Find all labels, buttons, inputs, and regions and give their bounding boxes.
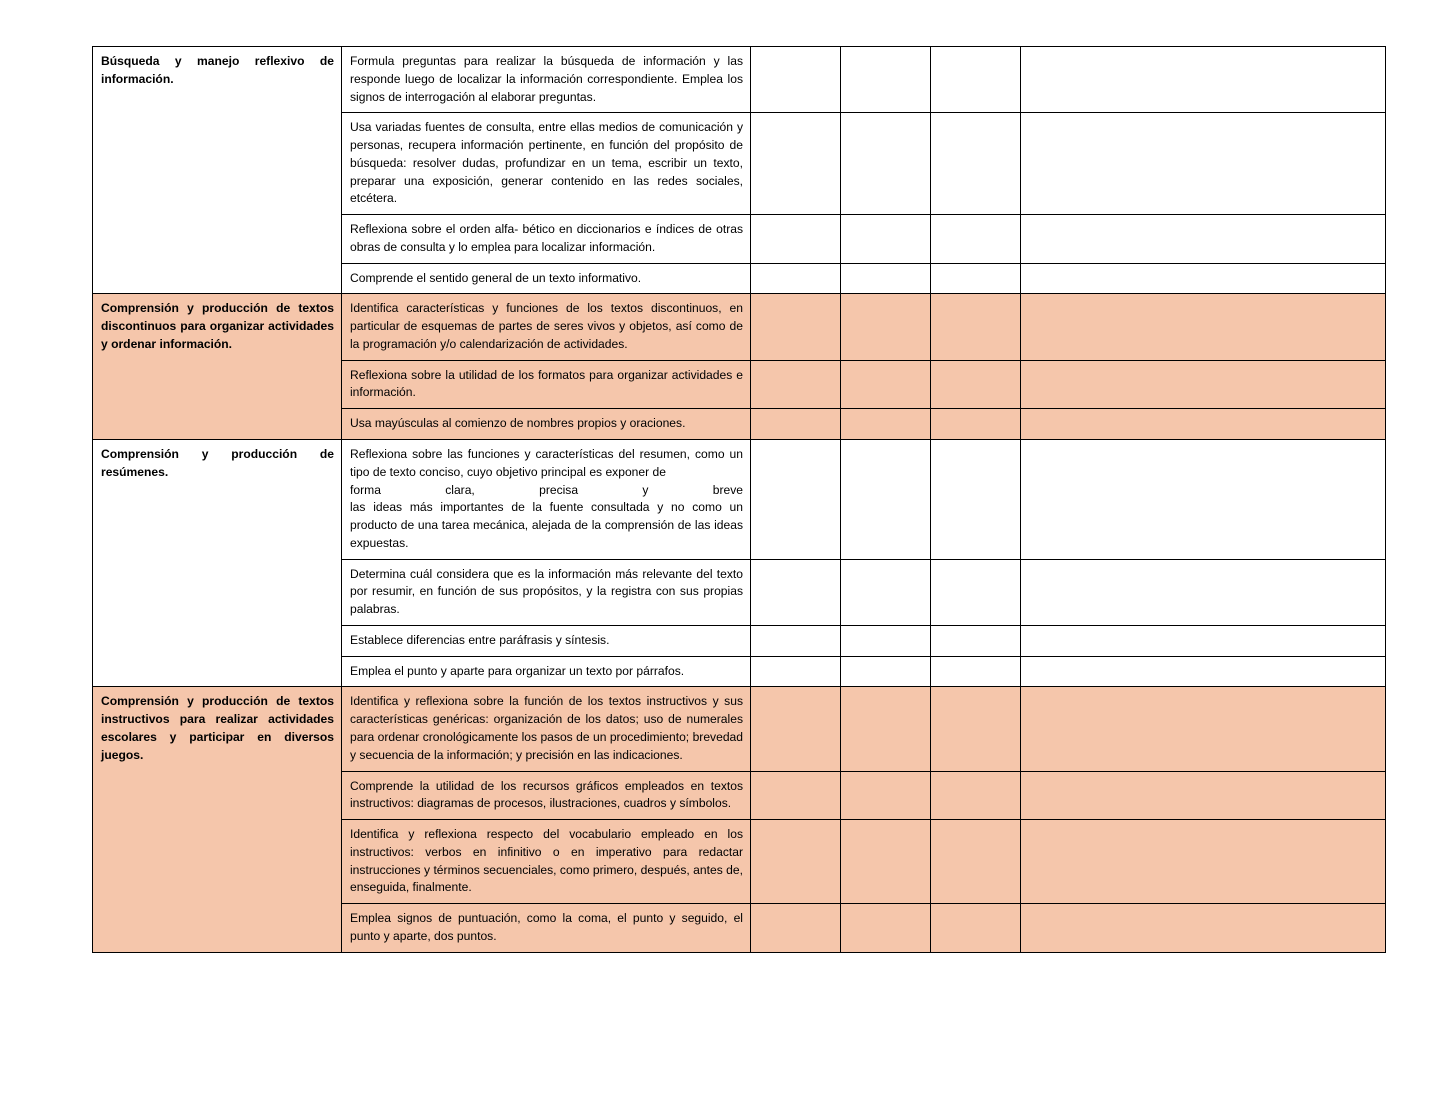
mark-cell-1[interactable] bbox=[751, 294, 841, 360]
mark-cell-3[interactable] bbox=[931, 771, 1021, 820]
mark-cell-1[interactable] bbox=[751, 687, 841, 771]
observaciones-cell[interactable] bbox=[1021, 113, 1386, 215]
ambito-cell bbox=[93, 294, 342, 440]
observaciones-cell[interactable] bbox=[1021, 904, 1386, 953]
mark-cell-2[interactable] bbox=[841, 215, 931, 264]
ambito-label: Comprensión y producción de textos discontinuos para organizar actividades y ordenar información. bbox=[101, 301, 334, 351]
mark-cell-1[interactable] bbox=[751, 113, 841, 215]
ambito-cell bbox=[93, 687, 342, 952]
aprendizaje-cell bbox=[342, 904, 751, 953]
mark-cell-3[interactable] bbox=[931, 687, 1021, 771]
table-row bbox=[93, 687, 1386, 771]
mark-cell-1[interactable] bbox=[751, 47, 841, 113]
observaciones-cell[interactable] bbox=[1021, 47, 1386, 113]
mark-cell-1[interactable] bbox=[751, 771, 841, 820]
mark-cell-3[interactable] bbox=[931, 47, 1021, 113]
observaciones-cell[interactable] bbox=[1021, 263, 1386, 294]
mark-cell-2[interactable] bbox=[841, 559, 931, 625]
aprendizaje-text: Emplea el punto y aparte para organizar un texto por párrafos. bbox=[350, 663, 685, 678]
aprendizaje-cell bbox=[342, 47, 751, 113]
observaciones-cell[interactable] bbox=[1021, 215, 1386, 264]
mark-cell-3[interactable] bbox=[931, 294, 1021, 360]
mark-cell-1[interactable] bbox=[751, 440, 841, 560]
aprendizaje-cell bbox=[342, 409, 751, 440]
table-row bbox=[93, 47, 1386, 113]
observaciones-cell[interactable] bbox=[1021, 625, 1386, 656]
mark-cell-2[interactable] bbox=[841, 263, 931, 294]
aprendizaje-text: Usa variadas fuentes de consulta, entre ellas medios de comunicación y personas, recupera información pertinente, en función del propósito de búsqueda: resolver dudas, profundizar en un tema, escribir un texto, preparar una exposición, generar contenido en las redes sociales, etcétera. bbox=[350, 120, 743, 206]
mark-cell-2[interactable] bbox=[841, 820, 931, 904]
aprendizaje-text: Formula preguntas para realizar la búsqueda de información y las responde luego de localizar la información correspondiente. Emplea los signos de interrogación al elaborar preguntas. bbox=[350, 54, 743, 104]
ambito-label: Búsqueda y manejo reflexivo de información. bbox=[101, 54, 334, 86]
aprendizaje-cell bbox=[342, 625, 751, 656]
mark-cell-3[interactable] bbox=[931, 409, 1021, 440]
mark-cell-2[interactable] bbox=[841, 687, 931, 771]
aprendizaje-text: Identifica y reflexiona sobre la función de los textos instructivos y sus características genéricas: organización de los datos; uso de numerales para ordenar cronológicamente los pasos de un procedimiento; brevedad y secuencia de la información; y precisión en las indicaciones. bbox=[350, 694, 743, 762]
observaciones-cell[interactable] bbox=[1021, 440, 1386, 560]
mark-cell-3[interactable] bbox=[931, 215, 1021, 264]
mark-cell-1[interactable] bbox=[751, 820, 841, 904]
aprendizaje-cell bbox=[342, 215, 751, 264]
observaciones-cell[interactable] bbox=[1021, 294, 1386, 360]
mark-cell-3[interactable] bbox=[931, 904, 1021, 953]
aprendizaje-text: Emplea signos de puntuación, como la coma, el punto y seguido, el punto y aparte, dos puntos. bbox=[350, 911, 743, 943]
aprendizaje-text: Comprende la utilidad de los recursos gráficos empleados en textos instructivos: diagramas de procesos, ilustraciones, cuadros y símbolos. bbox=[350, 778, 743, 811]
observaciones-cell[interactable] bbox=[1021, 656, 1386, 687]
mark-cell-2[interactable] bbox=[841, 294, 931, 360]
mark-cell-2[interactable] bbox=[841, 904, 931, 953]
observaciones-cell[interactable] bbox=[1021, 409, 1386, 440]
mark-cell-2[interactable] bbox=[841, 47, 931, 113]
aprendizaje-cell bbox=[342, 687, 751, 771]
aprendizaje-cell bbox=[342, 294, 751, 360]
observaciones-cell[interactable] bbox=[1021, 687, 1386, 771]
rubric-table-body bbox=[93, 47, 1386, 953]
aprendizaje-text: Establece diferencias entre paráfrasis y síntesis. bbox=[350, 632, 610, 647]
mark-cell-3[interactable] bbox=[931, 820, 1021, 904]
aprendizaje-text: Identifica y reflexiona respecto del vocabulario empleado en los instructivos: verbos en infinitivo o en imperativo para redactar instrucciones y términos secuenciales, como primero, después, antes de, enseguida, finalmente. bbox=[350, 827, 743, 895]
mark-cell-1[interactable] bbox=[751, 559, 841, 625]
mark-cell-3[interactable] bbox=[931, 559, 1021, 625]
mark-cell-1[interactable] bbox=[751, 656, 841, 687]
aprendizaje-text-spread-line: forma clara, precisa y breve bbox=[350, 482, 743, 497]
aprendizaje-text: Determina cuál considera que es la información más relevante del texto por resumir, en función de sus propósitos, y la registra con sus propias palabras. bbox=[350, 566, 743, 617]
mark-cell-1[interactable] bbox=[751, 625, 841, 656]
ambito-label: Comprensión y producción de textos instructivos para realizar actividades escolares y participar en diversos juegos. bbox=[101, 694, 334, 762]
observaciones-cell[interactable] bbox=[1021, 559, 1386, 625]
observaciones-cell[interactable] bbox=[1021, 360, 1386, 409]
mark-cell-2[interactable] bbox=[841, 440, 931, 560]
mark-cell-2[interactable] bbox=[841, 113, 931, 215]
aprendizaje-cell bbox=[342, 440, 751, 560]
mark-cell-3[interactable] bbox=[931, 625, 1021, 656]
mark-cell-1[interactable] bbox=[751, 360, 841, 409]
observaciones-cell[interactable] bbox=[1021, 820, 1386, 904]
aprendizaje-cell bbox=[342, 771, 751, 820]
mark-cell-2[interactable] bbox=[841, 409, 931, 440]
aprendizaje-text: Usa mayúsculas al comienzo de nombres propios y oraciones. bbox=[350, 416, 686, 431]
aprendizaje-cell bbox=[342, 559, 751, 625]
ambito-cell bbox=[93, 440, 342, 687]
mark-cell-1[interactable] bbox=[751, 215, 841, 264]
aprendizaje-text: Comprende el sentido general de un texto informativo. bbox=[350, 270, 642, 285]
aprendizaje-cell bbox=[342, 820, 751, 904]
mark-cell-1[interactable] bbox=[751, 904, 841, 953]
aprendizaje-cell bbox=[342, 360, 751, 409]
mark-cell-3[interactable] bbox=[931, 113, 1021, 215]
aprendizaje-cell bbox=[342, 263, 751, 294]
mark-cell-3[interactable] bbox=[931, 656, 1021, 687]
aprendizaje-cell bbox=[342, 656, 751, 687]
mark-cell-3[interactable] bbox=[931, 440, 1021, 560]
mark-cell-3[interactable] bbox=[931, 360, 1021, 409]
mark-cell-1[interactable] bbox=[751, 263, 841, 294]
ambito-cell bbox=[93, 47, 342, 294]
mark-cell-2[interactable] bbox=[841, 771, 931, 820]
table-row bbox=[93, 294, 1386, 360]
ambito-label: Comprensión y producción de resúmenes. bbox=[101, 447, 334, 479]
aprendizaje-text: Reflexiona sobre el orden alfa- bético en diccionarios e índices de otras obras de consulta y lo emplea para localizar información. bbox=[350, 222, 743, 254]
mark-cell-3[interactable] bbox=[931, 263, 1021, 294]
rubric-table bbox=[92, 46, 1386, 953]
mark-cell-1[interactable] bbox=[751, 409, 841, 440]
mark-cell-2[interactable] bbox=[841, 656, 931, 687]
mark-cell-2[interactable] bbox=[841, 625, 931, 656]
aprendizaje-text: Reflexiona sobre la utilidad de los formatos para organizar actividades e información. bbox=[350, 367, 743, 400]
observaciones-cell[interactable] bbox=[1021, 771, 1386, 820]
aprendizaje-text-part1: Reflexiona sobre las funciones y características del resumen, como un tipo de texto conciso, cuyo objetivo principal es exponer de bbox=[350, 447, 743, 479]
table-row bbox=[93, 440, 1386, 560]
aprendizaje-text-part2: las ideas más importantes de la fuente consultada y no como un producto de una tarea mecánica, alejada de la comprensión de las ideas expuestas. bbox=[350, 500, 743, 550]
aprendizaje-text: Identifica características y funciones de los textos discontinuos, en particular de esquemas de partes de seres vivos y objetos, así como de la programación y/o calendarización de actividades. bbox=[350, 301, 743, 351]
aprendizaje-cell bbox=[342, 113, 751, 215]
mark-cell-2[interactable] bbox=[841, 360, 931, 409]
